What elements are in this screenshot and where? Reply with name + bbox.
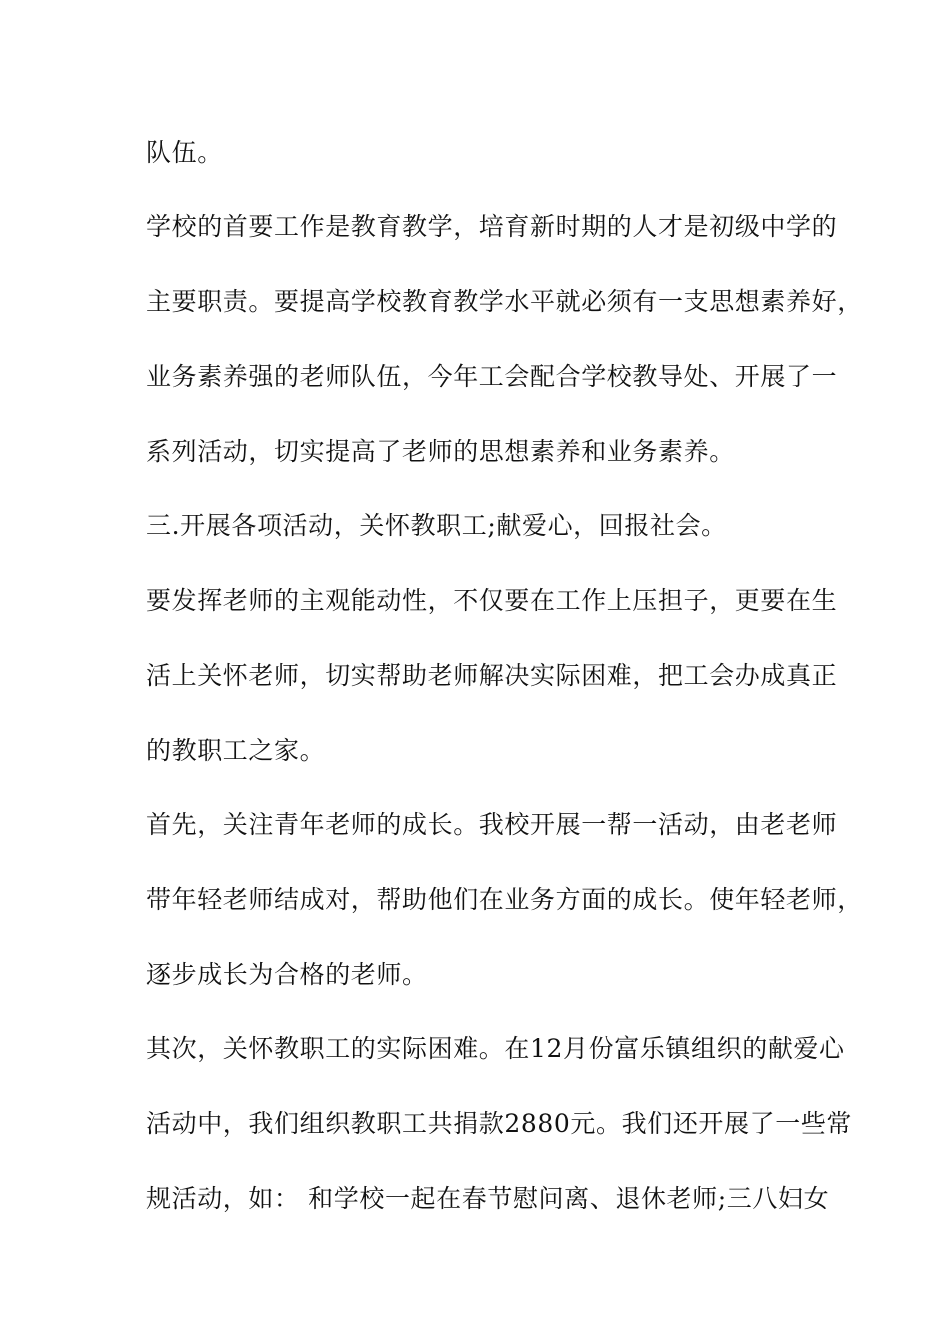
text-line: 要发挥老师的主观能动性，不仅要在工作上压担子，更要在生: [146, 586, 838, 615]
text-line: 队伍。: [146, 138, 223, 167]
text-line: 活动中，我们组织教职工共捐款2880元。我们还开展了一些常: [146, 1109, 853, 1138]
section-heading: 三.开展各项活动，关怀教职工;献爱心，回报社会。: [146, 511, 727, 540]
text-line: 学校的首要工作是教育教学，培育新时期的人才是初级中学的: [146, 212, 838, 241]
text-line: 其次，关怀教职工的实际困难。在12月份富乐镇组织的献爱心: [146, 1034, 845, 1063]
text-line: 首先，关注青年老师的成长。我校开展一帮一活动，由老老师: [146, 810, 838, 839]
text-line: 活上关怀老师，切实帮助老师解决实际困难，把工会办成真正: [146, 661, 838, 690]
text-line: 带年轻老师结成对，帮助他们在业务方面的成长。使年轻老师，: [146, 885, 863, 914]
text-line: 的教职工之家。: [146, 736, 326, 765]
text-line: 业务素养强的老师队伍，今年工会配合学校教导处、开展了一: [146, 362, 838, 391]
text-line: 主要职责。要提高学校教育教学水平就必须有一支思想素养好，: [146, 287, 863, 316]
text-line: 逐步成长为合格的老师。: [146, 960, 428, 989]
text-line: 规活动，如： 和学校一起在春节慰问离、退休老师;三八妇女: [146, 1184, 830, 1213]
text-line: 系列活动，切实提高了老师的思想素养和业务素养。: [146, 437, 735, 466]
